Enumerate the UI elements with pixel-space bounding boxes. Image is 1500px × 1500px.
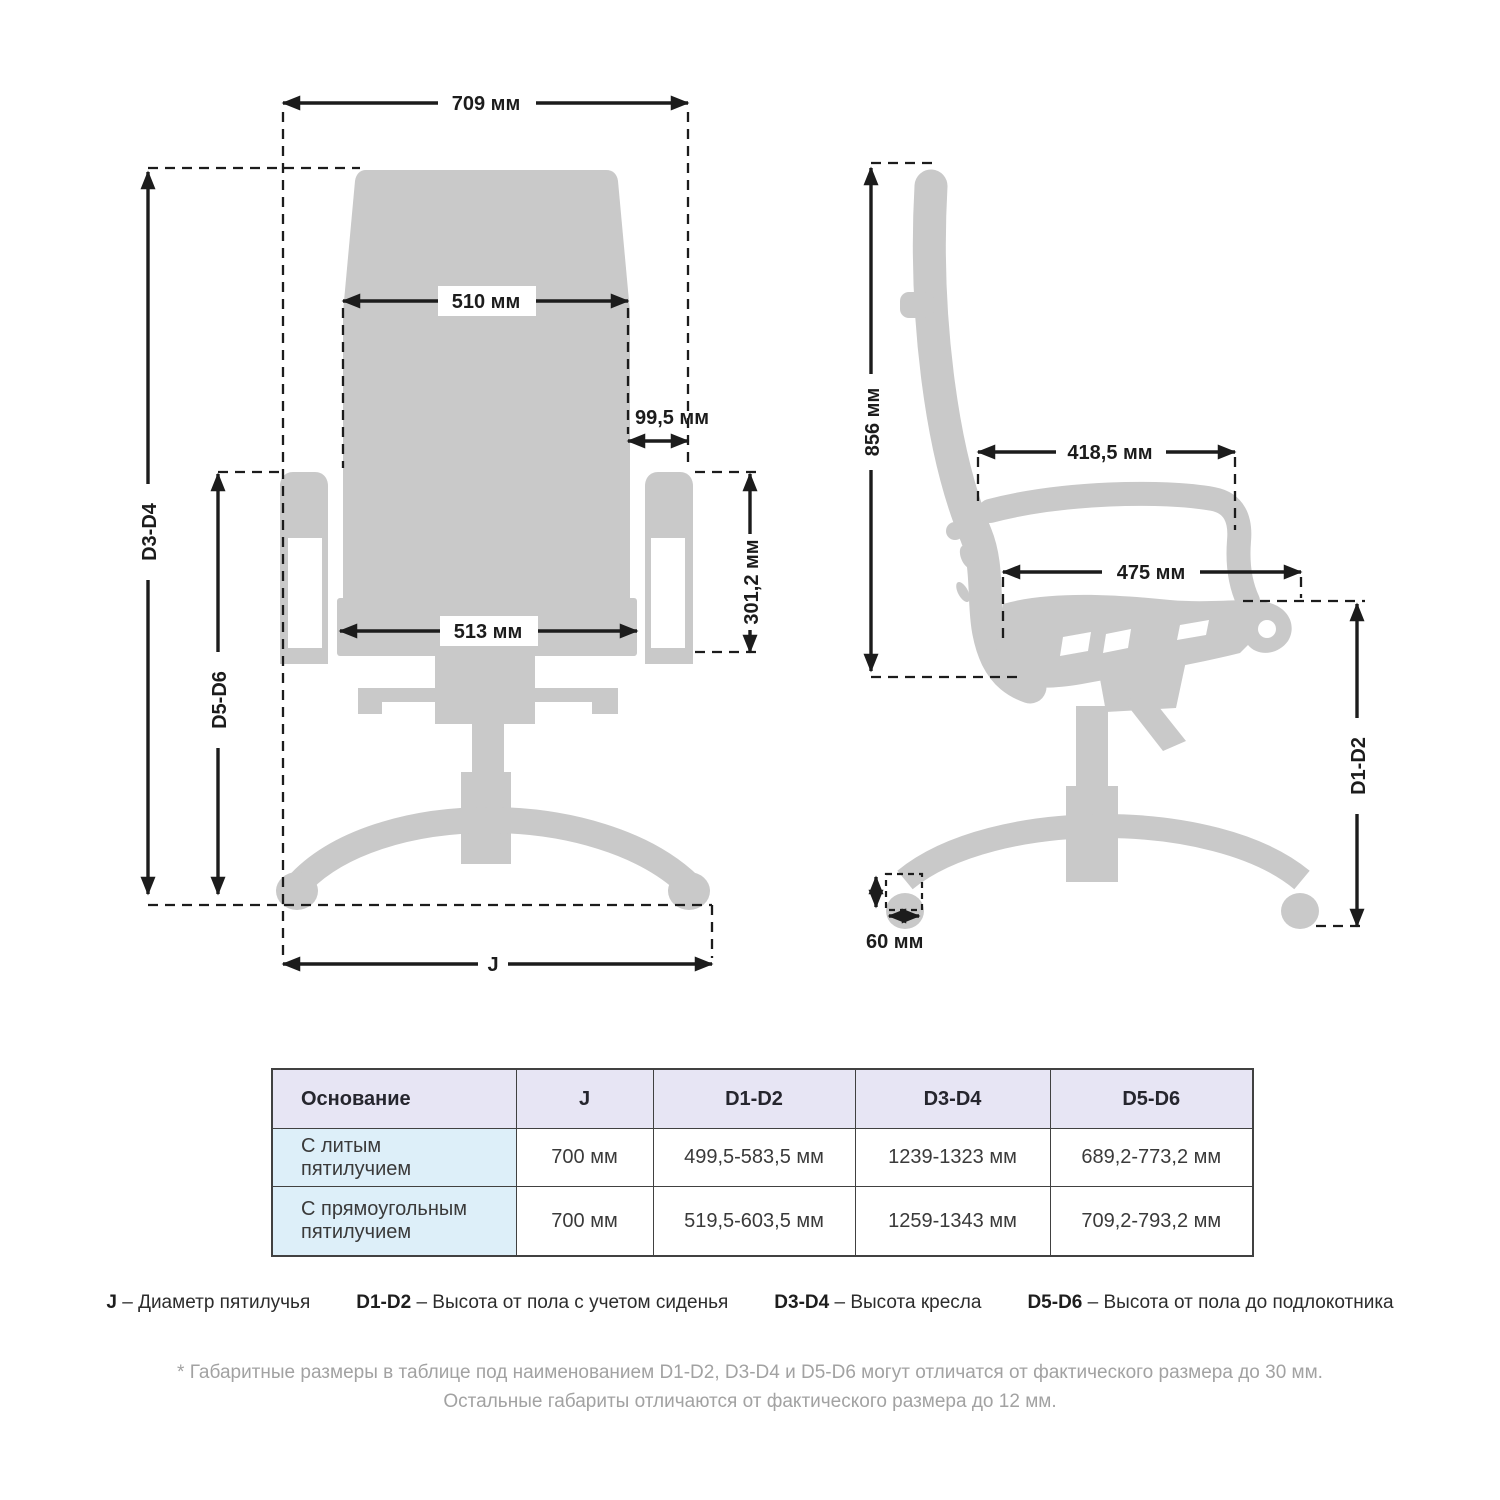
side-gas-lift	[1076, 706, 1108, 790]
legend-def: – Диаметр пятилучья	[122, 1292, 311, 1313]
table-header-d1d2: D1-D2	[653, 1069, 855, 1129]
front-armrest-left-window	[288, 538, 322, 648]
table-cell: 689,2-773,2 мм	[1050, 1129, 1253, 1187]
table-cell: 499,5-583,5 мм	[653, 1129, 855, 1187]
table-cell: 700 мм	[516, 1187, 653, 1257]
legend-item-d1d2	[356, 1292, 728, 1314]
legend-term: J	[106, 1292, 117, 1313]
table-cell-row-label: С прямоугольным пятилучием	[272, 1187, 516, 1257]
legend-item-j	[106, 1292, 310, 1314]
front-backrest	[343, 170, 630, 598]
front-lever-right-tip	[592, 688, 618, 714]
legend	[0, 1292, 1500, 1314]
legend-term: D5-D6	[1027, 1292, 1083, 1313]
dim-label-301-2: 301,2 мм	[741, 539, 763, 625]
legend-term: D3-D4	[774, 1292, 830, 1313]
table-row	[272, 1129, 1253, 1187]
table-header-base: Основание	[272, 1069, 516, 1129]
table-header-row	[272, 1069, 1253, 1129]
footnote-line-2: Остальные габариты отличаются от фактического размера до 12 мм.	[443, 1391, 1057, 1413]
front-armrest-right-window	[651, 538, 685, 648]
footnote-line-1: * Габаритные размеры в таблице под наименованием D1-D2, D3-D4 и D5-D6 могут отличатся от фактического размера до 30 мм.	[177, 1362, 1323, 1383]
dim-label-j: J	[487, 954, 499, 976]
front-mechanism	[435, 656, 535, 724]
side-back-handle	[900, 292, 934, 318]
table-cell-row-label: С литым пятилучием	[272, 1129, 516, 1187]
front-gas-lift	[472, 724, 504, 776]
dim-label-418-5: 418,5 мм	[1067, 442, 1153, 464]
dim-label-d1d2: D1-D2	[1348, 737, 1370, 795]
front-lever-left-tip	[358, 688, 382, 714]
table-cell: 1239-1323 мм	[855, 1129, 1050, 1187]
front-caster-right	[668, 872, 710, 910]
legend-def: – Высота кресла	[834, 1292, 982, 1313]
table-header-j: J	[516, 1069, 653, 1129]
dim-label-510: 510 мм	[451, 291, 521, 313]
dim-label-856: 856 мм	[862, 387, 884, 457]
side-caster-right	[1281, 893, 1319, 929]
table-cell: 709,2-793,2 мм	[1050, 1187, 1253, 1257]
table-header-d5d6: D5-D6	[1050, 1069, 1253, 1129]
dim-label-709: 709 мм	[451, 93, 521, 115]
dim-label-d3d4: D3-D4	[139, 503, 161, 561]
dim-label-475: 475 мм	[1116, 562, 1186, 584]
dimensions-table	[271, 1068, 1254, 1257]
table-row	[272, 1187, 1253, 1257]
table-cell: 1259-1343 мм	[855, 1187, 1050, 1257]
dim-label-99-5: 99,5 мм	[634, 407, 710, 429]
legend-def: – Высота от пола до подлокотника	[1087, 1292, 1394, 1313]
dim-label-60: 60 мм	[866, 931, 924, 953]
legend-term: D1-D2	[356, 1292, 412, 1313]
table-header-d3d4: D3-D4	[855, 1069, 1050, 1129]
footnote	[0, 1358, 1500, 1417]
dim-label-d5d6: D5-D6	[209, 671, 231, 729]
legend-item-d3d4	[774, 1292, 981, 1314]
legend-item-d5d6	[1027, 1292, 1393, 1314]
table-cell: 519,5-603,5 мм	[653, 1187, 855, 1257]
dim-label-513: 513 мм	[453, 621, 523, 643]
front-view-chair-silhouette	[276, 170, 710, 910]
table-cell: 700 мм	[516, 1129, 653, 1187]
side-seat-scroll-hole	[1258, 620, 1276, 638]
legend-def: – Высота от пола с учетом сиденья	[416, 1292, 729, 1313]
